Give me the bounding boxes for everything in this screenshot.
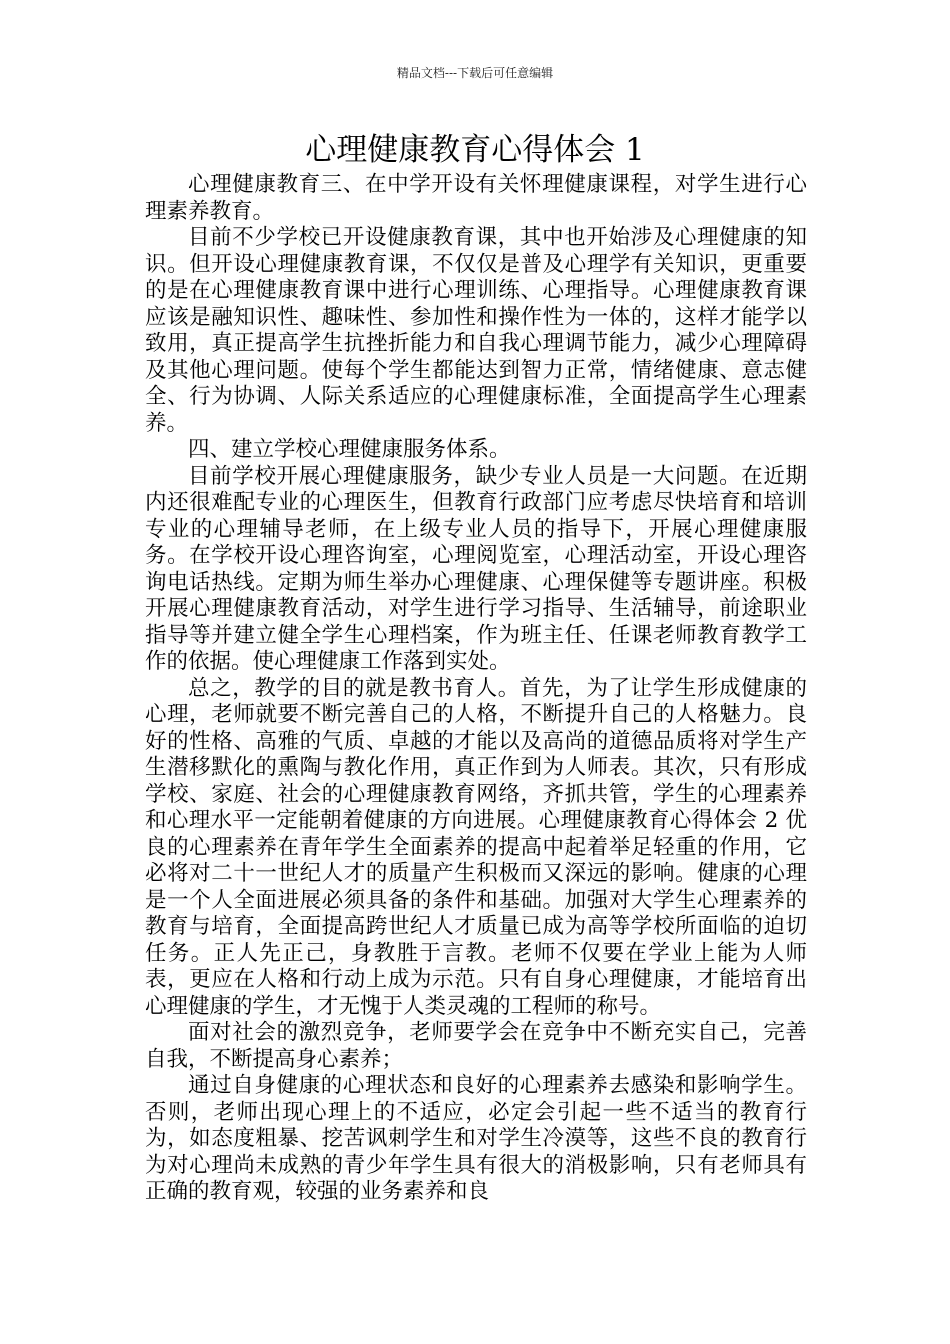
paragraph-6: 面对社会的激烈竞争，老师要学会在竞争中不断充实自己，完善自我，不断提高身心素养； [145, 1020, 807, 1072]
page-title: 心理健康教育心得体会 1 [305, 132, 645, 168]
paragraph-4: 目前学校开展心理健康服务，缺少专业人员是一大问题。在近期内还很难配专业的心理医生，但教育行政部门应考虑尽快培育和培训专业的心理辅导老师，在上级专业人员的指导下，开展心理健康服务。在学校开设心理咨询室，心理阅览室，心理活动室，开设心理咨询电话热线。定期为师生举办心理健康、心理保健等专题讲座。积极开展心理健康教育活动，对学生进行学习指导、生活辅导，前途职业指导等并建立健全学生心理档案，作为班主任、任课老师教育教学工作的依据。使心理健康工作落到实处。 [145, 463, 807, 674]
paragraph-1: 心理健康教育三、在中学开设有关怀理健康课程，对学生进行心理素养教育。 [145, 172, 807, 224]
paragraph-2: 目前不少学校已开设健康教育课，其中也开始涉及心理健康的知识。但开设心理健康教育课，不仅仅是普及心理学有关知识，更重要的是在心理健康教育课中进行心理训练、心理指导。心理健康教育课应该是融知识性、趣味性、参加性和操作性为一体的，这样才能学以致用，真正提高学生抗挫折能力和自我心理调节能力，减少心理障碍及其他心理问题。使每个学生都能达到智力正常，情绪健康、意志健全、行为协调、人际关系适应的心理健康标准，全面提高学生心理素养。 [145, 225, 807, 436]
paragraph-5: 总之，教学的目的就是教书育人。首先，为了让学生形成健康的心理，老师就要不断完善自己的人格，不断提升自己的人格魅力。良好的性格、高雅的气质、卓越的才能以及高尚的道德品质将对学生产生潜移默化的熏陶与教化作用，真正作到为人师表。其次，只有形成学校、家庭、社会的心理健康教育网络，齐抓共管，学生的心理素养和心理水平一定能朝着健康的方向进展。心理健康教育心得体会 2 优良的心理素养在青年学生全面素养的提高中起着举足轻重的作用，它必将对二十一世纪人才的质量产生积极而又深远的影响。健康的心理是一个人全面进展必须具备的条件和基础。加强对大学生心理素养的教育与培育，全面提高跨世纪人才质量已成为高等学校所面临的迫切任务。正人先正己，身教胜于言教。老师不仅要在学业上能为人师表，更应在人格和行动上成为示范。只有自身心理健康，才能培育出心理健康的学生，才无愧于人类灵魂的工程师的称号。 [145, 675, 807, 1019]
header-note: 精品文档---下载后可任意编辑 [396, 66, 554, 80]
paragraph-3: 四、建立学校心理健康服务体系。 [188, 437, 511, 462]
paragraph-7: 通过自身健康的心理状态和良好的心理素养去感染和影响学生。否则，老师出现心理上的不适应，必定会引起一些不适当的教育行为，如态度粗暴、挖苦讽刺学生和对学生冷漠等，这些不良的教育行为对心理尚未成熟的青少年学生具有很大的消极影响，只有老师具有正确的教育观，较强的业务素养和良 [145, 1073, 807, 1204]
document-body [145, 172, 807, 1206]
